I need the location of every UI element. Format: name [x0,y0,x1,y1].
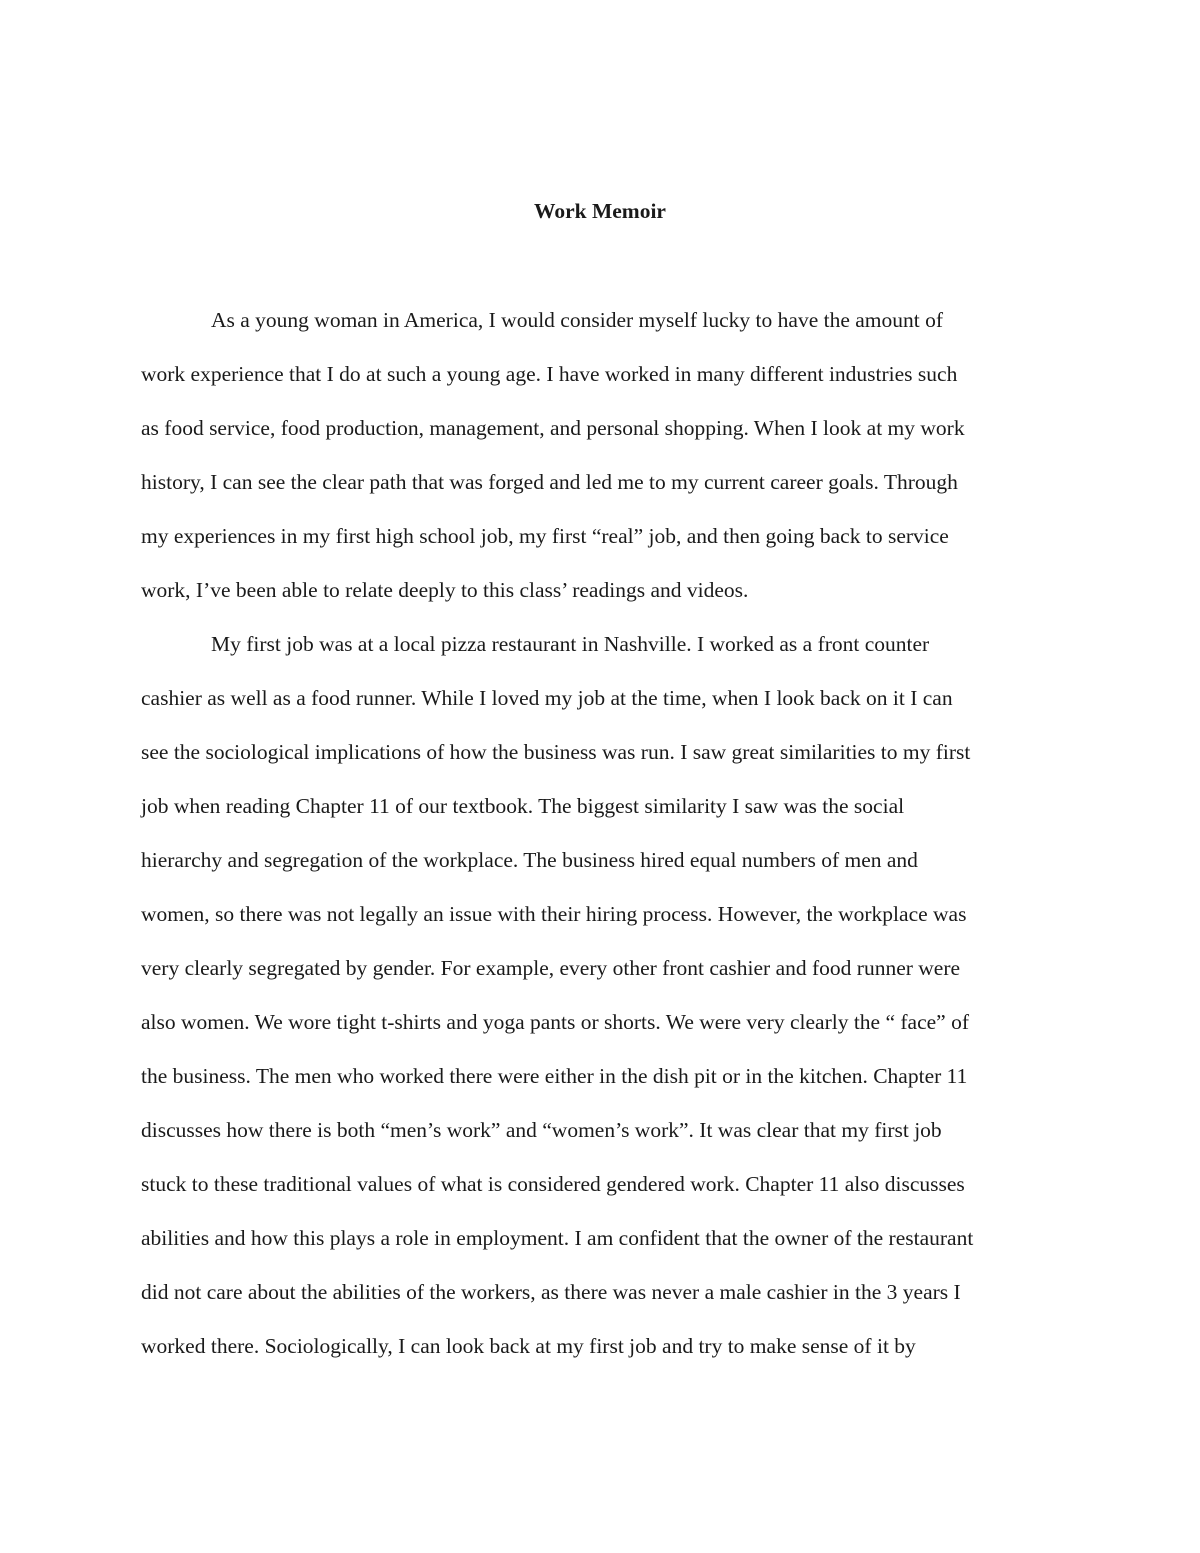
paragraph-line: history, I can see the clear path that was forged and led me to my current career goals. Through [141,470,958,494]
paragraph-line: very clearly segregated by gender. For example, every other front cashier and food runner were [141,956,961,980]
paragraph-line: work experience that I do at such a young age. I have worked in many different industries such [141,362,958,386]
paragraph-line: women, so there was not legally an issue with their hiring process. However, the workplace was [141,902,967,926]
paragraph-line: the business. The men who worked there were either in the dish pit or in the kitchen. Chapter 11 [141,1064,968,1088]
paragraph-line: worked there. Sociologically, I can look back at my first job and try to make sense of it by [141,1334,916,1358]
paragraph-line: cashier as well as a food runner. While I loved my job at the time, when I look back on it I can [141,686,953,710]
paragraph-line: work, I’ve been able to relate deeply to this class’ readings and videos. [141,578,749,602]
paragraph-line: abilities and how this plays a role in employment. I am confident that the owner of the restaurant [141,1226,974,1250]
paragraph-line: hierarchy and segregation of the workplace. The business hired equal numbers of men and [141,848,918,872]
paragraph-line: did not care about the abilities of the workers, as there was never a male cashier in the 3 years I [141,1280,961,1304]
paragraph-line: My first job was at a local pizza restaurant in Nashville. I worked as a front counter [211,632,930,656]
paragraph-line: as food service, food production, management, and personal shopping. When I look at my work [141,416,965,440]
paragraph-line: job when reading Chapter 11 of our textbook. The biggest similarity I saw was the social [141,794,905,818]
paragraph-line: also women. We wore tight t-shirts and yoga pants or shorts. We were very clearly the “ face” of [141,1010,970,1034]
paragraph-line: As a young woman in America, I would consider myself lucky to have the amount of [211,308,944,332]
document-title: Work Memoir [534,199,666,223]
paragraph-line: discusses how there is both “men’s work” and “women’s work”. It was clear that my first job [141,1118,942,1142]
paragraph-line: see the sociological implications of how the business was run. I saw great similarities to my first [141,740,971,764]
paragraph-line: stuck to these traditional values of what is considered gendered work. Chapter 11 also discusses [141,1172,965,1196]
paragraph-line: my experiences in my first high school job, my first “real” job, and then going back to service [141,524,949,548]
